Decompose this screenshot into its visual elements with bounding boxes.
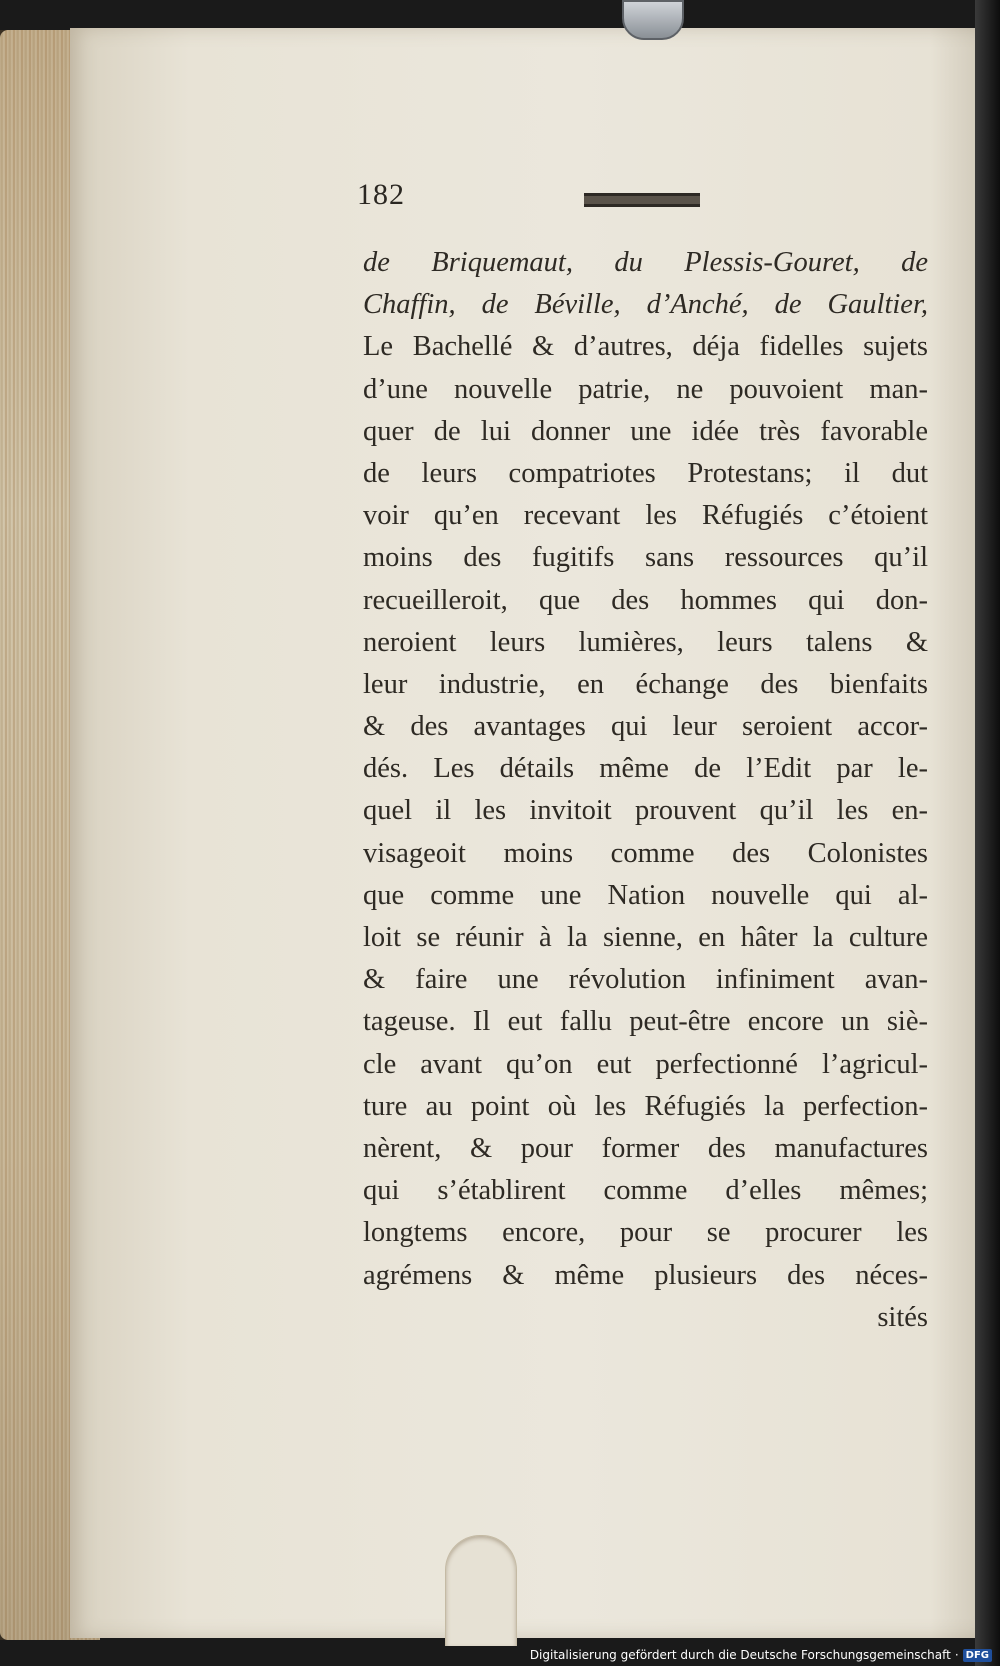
text-line: leur industrie, en échange des bienfaits: [363, 668, 928, 700]
text-line: quer de lui donner une idée très favorable: [363, 415, 928, 447]
text-line: moins des fugitifs sans ressources qu’il: [363, 542, 928, 574]
credit-text: Digitalisierung gefördert durch die Deutsche Forschungsgemeinschaft: [529, 1648, 951, 1662]
header-ornament-rule: [584, 193, 700, 207]
metal-clip: [622, 0, 684, 40]
body-text: [363, 242, 928, 1339]
text-line: & des avantages qui leur seroient accor-: [363, 711, 928, 743]
text-line: dés. Les détails même de l’Edit par le-: [363, 753, 928, 785]
text-line: Le Bachellé & d’autres, déja fidelles sujets: [363, 331, 928, 363]
text-line: & faire une révolution infiniment avan-: [363, 964, 928, 996]
page-tab: [445, 1535, 517, 1646]
dfg-logo-icon: DFG: [963, 1649, 992, 1662]
text-line: recueilleroit, que des hommes qui don-: [363, 584, 928, 616]
text-line: tageuse. Il eut fallu peut-être encore un siè-: [363, 1006, 928, 1038]
text-line: cle avant qu’on eut perfectionné l’agricul-: [363, 1048, 928, 1080]
text-line: quel il les invitoit prouvent qu’il les en-: [363, 795, 928, 827]
catchword: sités: [877, 1301, 928, 1333]
text-line: longtems encore, pour se procurer les: [363, 1217, 928, 1249]
text-line: voir qu’en recevant les Réfugiés c’étoient: [363, 500, 928, 532]
separator-dot: ·: [954, 1648, 959, 1662]
text-line: d’une nouvelle patrie, ne pouvoient man-: [363, 373, 928, 405]
digitization-credit: [530, 1648, 992, 1662]
text-line: agrémens & même plusieurs des néces-: [363, 1259, 928, 1291]
text-line: que comme une Nation nouvelle qui al-: [363, 879, 928, 911]
text-line: de leurs compatriotes Protestans; il dut: [363, 457, 928, 489]
text-line: loit se réunir à la sienne, en hâter la culture: [363, 922, 928, 953]
text-line: qui s’établirent comme d’elles mêmes;: [363, 1175, 928, 1207]
text-line: visageoit moins comme des Colonistes: [363, 837, 928, 869]
text-line: Chaffin, de Béville, d’Anché, de Gaultier,: [363, 289, 928, 321]
text-line: neroient leurs lumières, leurs talens &: [363, 626, 928, 658]
page-number: 182: [357, 178, 405, 211]
book-spine-shadow: [975, 0, 1000, 1666]
text-line: nèrent, & pour former des manufactures: [363, 1132, 928, 1164]
text-line: ture au point où les Réfugiés la perfection-: [363, 1090, 928, 1122]
text-line: de Briquemaut, du Plessis-Gouret, de: [363, 247, 928, 278]
